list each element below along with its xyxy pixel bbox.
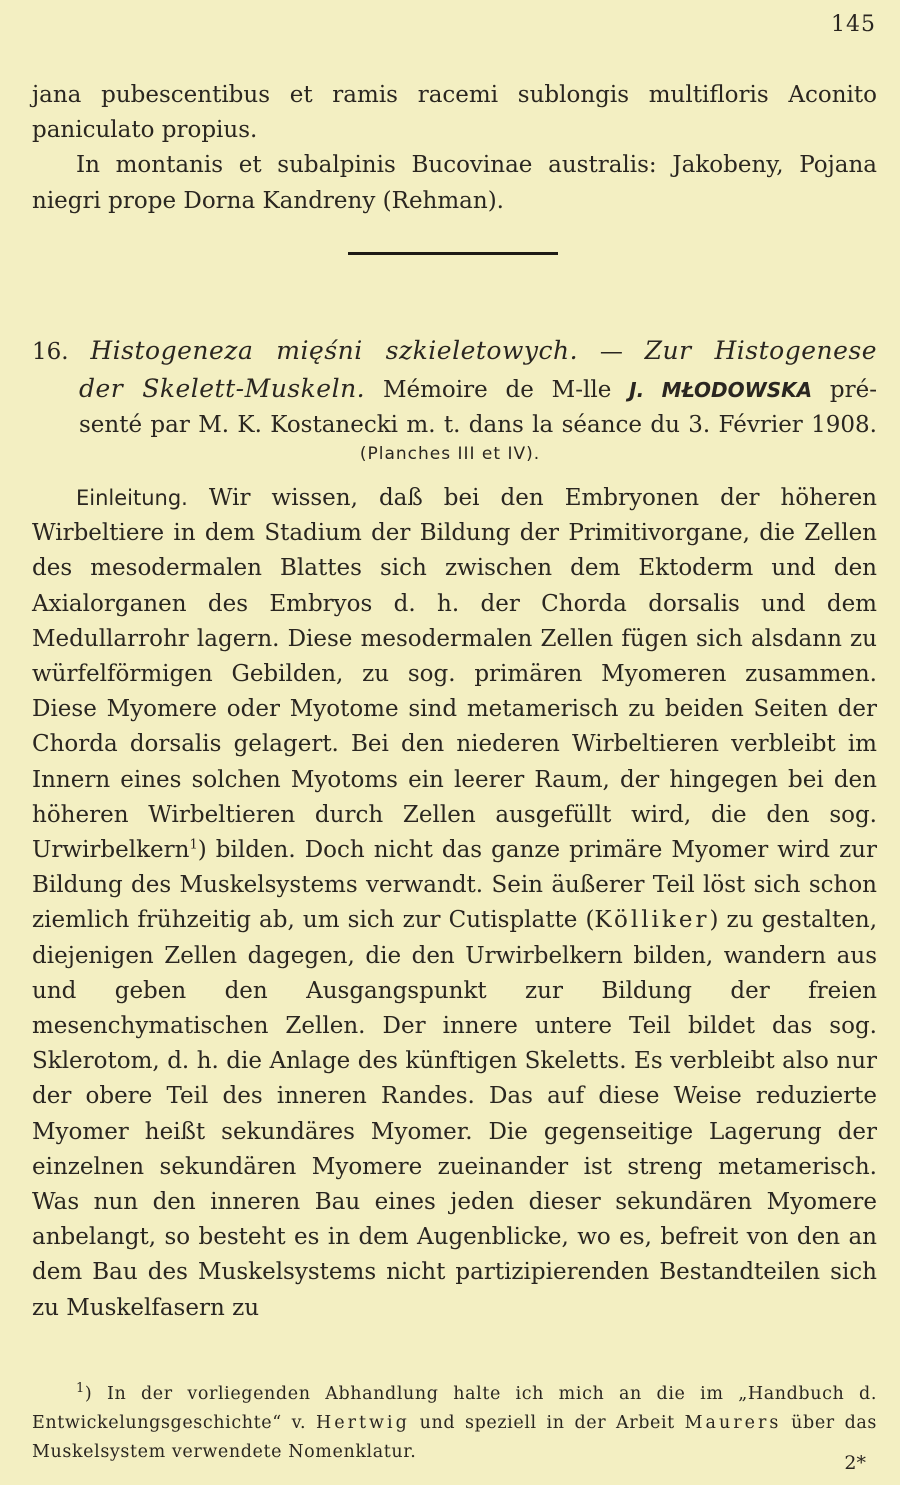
plates-note: (Planches III et IV).	[359, 444, 541, 464]
footnote-text-1: ) In der vorliegenden Abhandlung halte ich mich an die im „Handbuch d. Entwickelungsgeschichte“ v.	[32, 1383, 877, 1433]
section-divider	[348, 252, 558, 255]
footnote-reference: 1	[189, 837, 198, 853]
presented-part-2: senté par M. K. Kostanecki m. t. dans la séance du 3. Février 1908.	[79, 412, 877, 438]
intro-paragraph-2: In montanis et subalpinis Bucovinae australis: Jakobeny, Pojana niegri prope Dorna Kandreny (Rehman).	[32, 152, 877, 214]
intro-paragraph-1: jana pubescentibus et ramis racemi sublongis multifloris Aconito paniculato propius.	[32, 82, 877, 144]
title-german-2: der Skelett-Muskeln.	[79, 373, 366, 403]
intro-text	[32, 78, 877, 219]
body-text-part-3: ) zu gestalten, diejenigen Zellen dagegen, die den Urwirbelkern bilden, wandern aus und geben den Ausgangspunkt zur Bildung der freien mesenchymatischen Zellen. Der innere untere Teil bildet das sog. Sklerotom, d. h. die Anlage des künftigen Skeletts. Es verbleibt also nur der obere Teil des inneren Randes. Das auf diese Weise reduzierte Myomer heißt sekundäres Myomer. Die gegenseitige Lagerung der einzelnen sekundären Myomere zueinander ist streng metamerisch. Was nun den inneren Bau eines jeden dieser sekundären Myomere anbelangt, so besteht es in dem Augenblicke, wo es, befreit von den an dem Bau des Muskelsystems nicht partizipierenden Bestandteilen sich zu Muskelfasern zu	[32, 907, 877, 1321]
body-text-part-1: Wir wissen, daß bei den Embryonen der höheren Wirbeltiere in dem Stadium der Bildung der Primitivorgane, die Zellen des mesodermalen Blattes sich zwischen dem Ektoderm und den Axialorganen des Embryos d. h. der Chorda dorsalis und dem Medullarrohr lagern. Diese mesodermalen Zellen fügen sich alsdann zu würfelförmigen Gebilden, zu sog. primären Myomeren zusammen. Diese Myomere oder Myotome sind metamerisch zu beiden Seiten der Chorda dorsalis gelagert. Bei den niederen Wirbeltieren verbleibt im Innern eines solchen Myotoms ein leerer Raum, der hingegen bei den höheren Wirbeltieren durch Zellen ausgefüllt wird, die den sog. Urwirbelkern	[32, 485, 877, 864]
page-number: 145	[831, 12, 876, 37]
printer-signature: 2*	[844, 1452, 866, 1474]
body-text-part-2: ) bilden. Doch nicht das ganze primäre Myomer wird zur Bildung des Muskelsystems verwandt. Sein äußerer Teil löst sich schon ziemlich frühzeitig ab, um sich zur Cutisplatte (	[32, 837, 877, 934]
author-reference-hertwig: Hertwig	[316, 1412, 410, 1433]
section-lead: Einleitung.	[76, 486, 188, 510]
presented-part-1: pré-	[829, 376, 878, 403]
footnote-mark: 1	[76, 1380, 85, 1396]
memoire-label: Mémoire de M-lle	[382, 376, 612, 403]
heading-line-1	[32, 333, 877, 371]
body-text	[32, 481, 877, 1326]
title-polish: Histogeneza mięśni szkieletowych.	[90, 336, 579, 365]
title-german-1: Zur Histogenese	[644, 336, 878, 365]
title-dash: —	[599, 339, 623, 365]
heading-line-3	[32, 408, 877, 444]
article-number: 16.	[32, 339, 69, 365]
footnote-text-2: und speziell in der Arbeit	[409, 1412, 685, 1433]
author-reference-maurer: Maurers	[684, 1412, 782, 1433]
author-name: J. MŁODOWSKA	[629, 377, 813, 402]
footnote-text-3: über das Muskelsystem verwendete Nomenklatur.	[32, 1412, 878, 1462]
footnote	[32, 1380, 877, 1467]
article-heading	[32, 333, 877, 444]
author-reference-kolliker: Kölliker	[594, 907, 710, 934]
heading-line-2	[32, 371, 877, 409]
